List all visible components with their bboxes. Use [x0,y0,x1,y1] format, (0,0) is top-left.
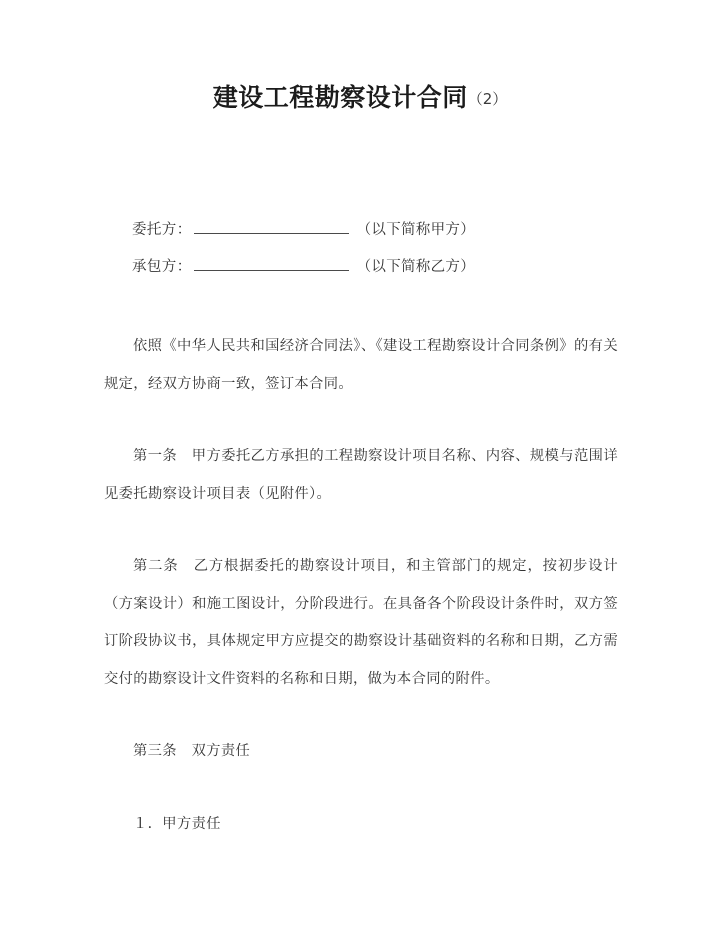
contractor-alias: （以下简称乙方） [356,259,476,275]
entruster-name-blank[interactable] [194,218,349,234]
page-title-main: 建设工程勘察设计合同 [212,83,468,112]
paragraph-article-2: 第二条 乙方根据委托的勘察设计项目，和主管部门的规定，按初步设计（方案设计）和施工图设计，分阶段进行。在具备各个阶段设计条件时，双方签订阶段协议书，具体规定甲方应提交的勘察设计基础资料的名称和日期，乙方需交付的勘察设计文件资料的名称和日期，做为本合同的附件。 [104,558,618,687]
party-row-contractor [104,255,644,292]
document-body [104,328,618,843]
party-fields [104,218,644,292]
contractor-label: 承包方： [132,259,192,275]
paragraph-article-1: 第一条 甲方委托乙方承担的工程勘察设计项目名称、内容、规模与范围详见委托勘察设计项目表（见附件）。 [104,448,618,502]
contractor-name-blank[interactable] [194,255,349,271]
paragraph-article-3: 第三条 双方责任 [133,743,251,759]
paragraph-preamble: 依照《中华人民共和国经济合同法》、《建设工程勘察设计合同条例》的有关规定，经双方协商一致，签订本合同。 [104,338,618,392]
paragraph-article-3-item-1: １．甲方责任 [133,815,221,832]
party-row-entruster [104,218,644,255]
entruster-alias: （以下简称甲方） [356,222,476,238]
entruster-label: 委托方： [132,222,192,238]
page-title [0,78,720,114]
page-title-suffix: （2） [467,90,508,108]
